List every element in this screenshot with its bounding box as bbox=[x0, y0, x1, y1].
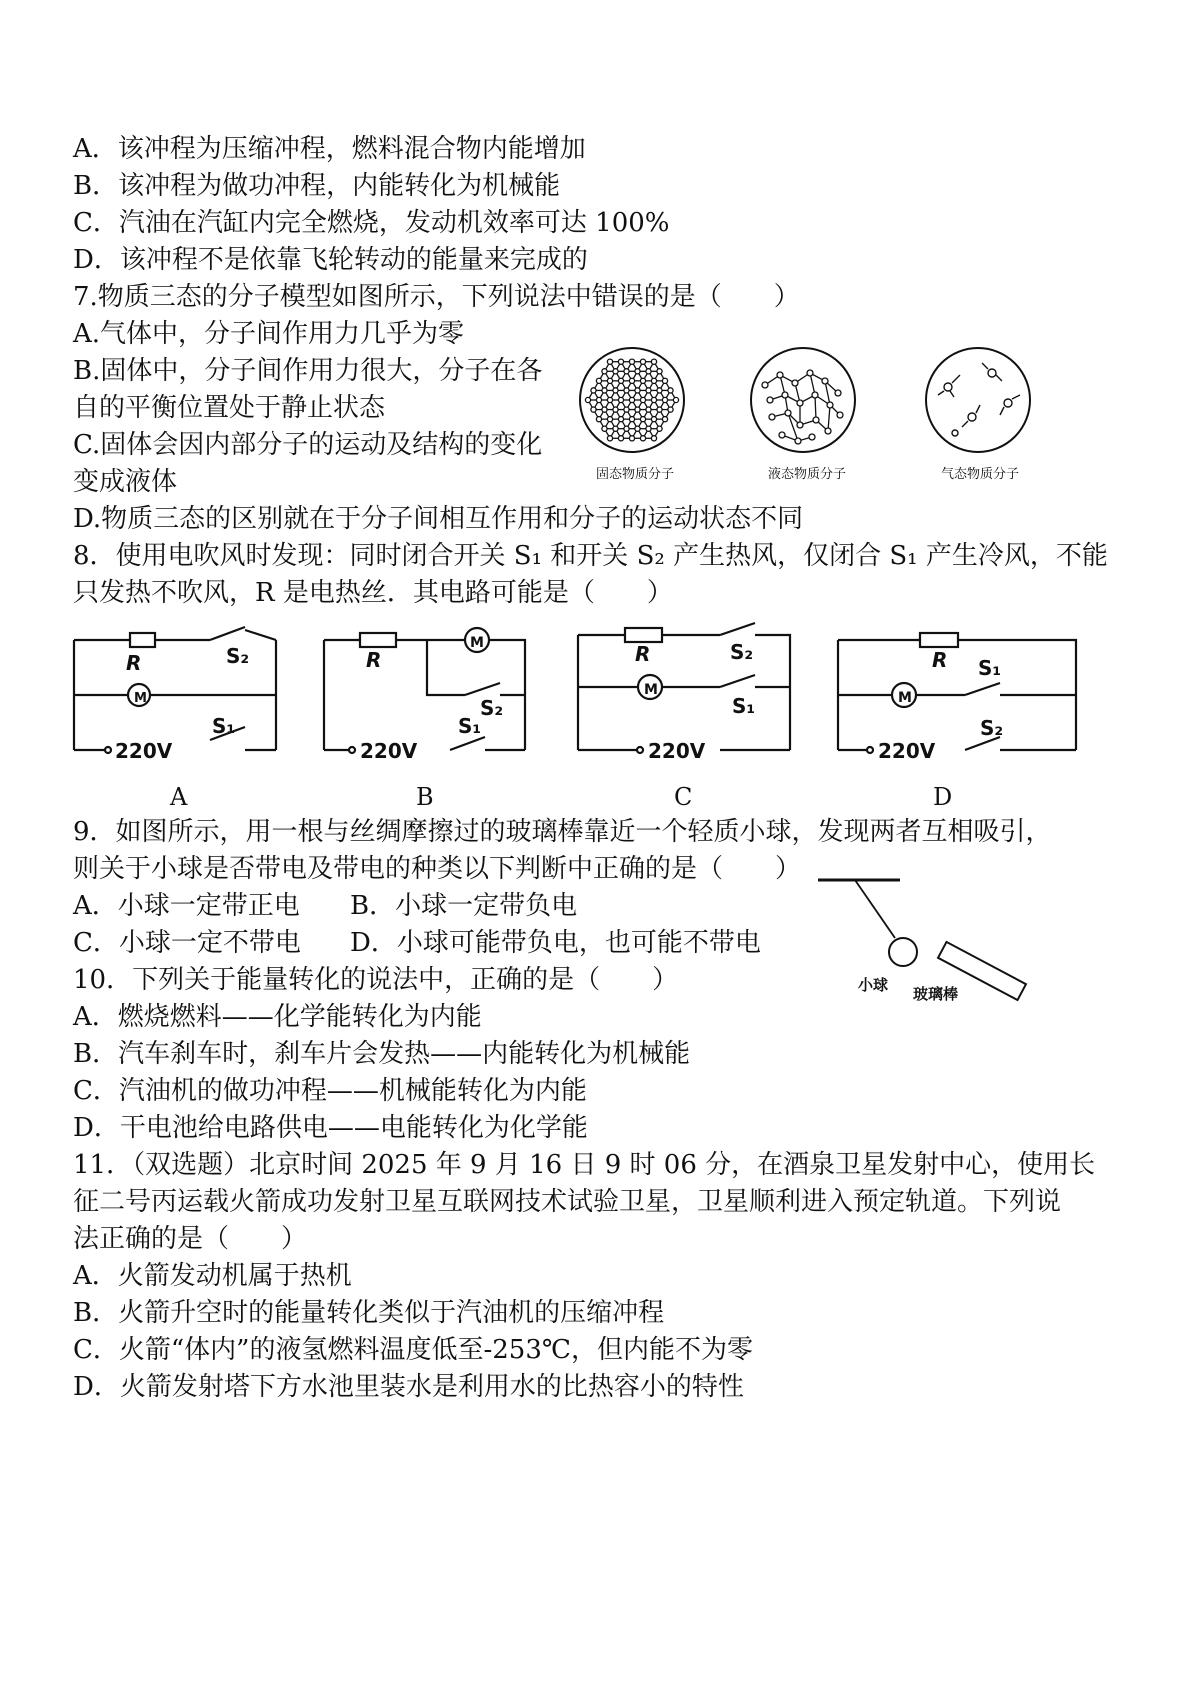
q11-option-c: C．火箭“体内”的液氢燃料温度低至-253℃，但内能不为零 bbox=[73, 1335, 753, 1365]
circuit-d-r-label: R bbox=[932, 648, 948, 672]
circuit-a-m-label: M bbox=[134, 691, 147, 706]
q10-option-a: A．燃烧燃料——化学能转化为内能 bbox=[73, 1002, 482, 1032]
circuit-c-letter: C bbox=[674, 783, 693, 811]
circuit-b-s2-label: S₂ bbox=[480, 696, 504, 720]
q10-stem: 10．下列关于能量转化的说法中，正确的是（ ） bbox=[73, 965, 679, 995]
q8-stem: 8．使用电吹风时发现：同时闭合开关 S₁ 和开关 S₂ 产生热风，仅闭合 S₁ 产生冷风，不能 bbox=[73, 541, 1108, 571]
string-line bbox=[855, 880, 895, 938]
q9-option-c: C．小球一定不带电 bbox=[73, 928, 301, 958]
molecule-figure bbox=[560, 345, 1060, 475]
q6-option-a: A．该冲程为压缩冲程，燃料混合物内能增加 bbox=[73, 134, 586, 164]
circuit-b bbox=[324, 628, 525, 753]
circuit-b-s1-label: S₁ bbox=[458, 714, 482, 738]
q6-option-b: B．该冲程为做功冲程，内能转化为机械能 bbox=[73, 171, 561, 201]
solid-molecule-diagram bbox=[580, 348, 684, 452]
q9-option-d: D．小球可能带负电，也可能不带电 bbox=[350, 928, 761, 958]
circuit-d-voltage-label: 220V bbox=[878, 739, 936, 763]
q11-stem-cont: 征二号丙运载火箭成功发射卫星互联网技术试验卫星，卫星顺利进入预定轨道。下列说 bbox=[73, 1187, 1062, 1217]
circuit-d-m-label: M bbox=[898, 690, 912, 706]
q10-option-b: B．汽车刹车时，刹车片会发热——内能转化为机械能 bbox=[73, 1039, 691, 1069]
circuit-c bbox=[578, 623, 790, 753]
solid-caption: 固态物质分子 bbox=[596, 467, 675, 482]
circuit-a-letter: A bbox=[170, 783, 188, 811]
q7-option-b-cont: 自的平衡位置处于静止状态 bbox=[73, 393, 386, 423]
q8-stem-cont: 只发热不吹风，R 是电热丝．其电路可能是（ ） bbox=[73, 578, 673, 608]
gas-caption: 气态物质分子 bbox=[941, 467, 1020, 482]
circuit-c-r-label: R bbox=[635, 642, 651, 666]
rod-label: 玻璃棒 bbox=[913, 985, 959, 1003]
q10-option-d: D．干电池给电路供电——电能转化为化学能 bbox=[73, 1113, 588, 1143]
circuit-b-r-label: R bbox=[366, 648, 382, 672]
q7-option-c: C.固体会因内部分子的运动及结构的变化 bbox=[73, 430, 543, 460]
circuit-d bbox=[838, 633, 1076, 753]
circuits-figure bbox=[60, 615, 1140, 785]
gas-molecule-diagram bbox=[926, 348, 1030, 452]
circuit-c-s1-label: S₁ bbox=[732, 694, 756, 718]
q11-option-a: A．火箭发动机属于热机 bbox=[73, 1261, 352, 1291]
q9-option-a: A．小球一定带正电 bbox=[73, 891, 300, 921]
ball-icon bbox=[889, 938, 917, 966]
circuit-c-s2-label: S₂ bbox=[730, 640, 754, 664]
q11-option-b: B．火箭升空时的能量转化类似于汽油机的压缩冲程 bbox=[73, 1298, 665, 1328]
q7-option-a: A.气体中，分子间作用力几乎为零 bbox=[73, 319, 465, 349]
circuit-a-s1-label: S₁ bbox=[212, 714, 236, 738]
circuit-c-m-label: M bbox=[644, 682, 658, 698]
q9-stem: 9．如图所示，用一根与丝绸摩擦过的玻璃棒靠近一个轻质小球，发现两者互相吸引， bbox=[73, 817, 1052, 847]
q6-option-d: D．该冲程不是依靠飞轮转动的能量来完成的 bbox=[73, 245, 588, 275]
q11-option-d: D．火箭发射塔下方水池里装水是利用水的比热容小的特性 bbox=[73, 1372, 744, 1402]
q11-stem: 11．（双选题）北京时间 2025 年 9 月 16 日 9 时 06 分，在酒泉卫星发射中心，使用长 bbox=[73, 1150, 1096, 1180]
circuit-d-s1-label: S₁ bbox=[978, 656, 1002, 680]
circuit-a-voltage-label: 220V bbox=[115, 739, 173, 763]
circuit-b-letter: B bbox=[416, 783, 434, 811]
circuit-a-r-label: R bbox=[126, 651, 142, 675]
circuit-b-voltage-label: 220V bbox=[360, 739, 418, 763]
q7-option-d: D.物质三态的区别就在于分子间相互作用和分子的运动状态不同 bbox=[73, 504, 804, 534]
q9-stem-cont: 则关于小球是否带电及带电的种类以下判断中正确的是（ ） bbox=[73, 854, 802, 884]
circuit-c-voltage-label: 220V bbox=[648, 739, 706, 763]
circuit-d-s2-label: S₂ bbox=[980, 716, 1004, 740]
liquid-molecule-diagram bbox=[751, 348, 855, 452]
liquid-caption: 液态物质分子 bbox=[768, 467, 847, 482]
q7-stem: 7.物质三态的分子模型如图所示，下列说法中错误的是（ ） bbox=[73, 282, 800, 312]
ball-rod-figure bbox=[810, 868, 1040, 1013]
q7-option-b: B.固体中，分子间作用力很大，分子在各 bbox=[73, 356, 543, 386]
q11-stem-end: 法正确的是（ ） bbox=[73, 1224, 308, 1254]
circuit-d-letter: D bbox=[933, 783, 953, 811]
q10-option-c: C．汽油机的做功冲程——机械能转化为内能 bbox=[73, 1076, 587, 1106]
q6-option-c: C．汽油在汽缸内完全燃烧，发动机效率可达 100% bbox=[73, 208, 670, 238]
q7-option-c-cont: 变成液体 bbox=[73, 467, 178, 497]
q9-option-b: B．小球一定带负电 bbox=[350, 891, 578, 921]
ball-label: 小球 bbox=[858, 976, 889, 994]
circuit-b-m-label: M bbox=[470, 635, 484, 651]
circuit-a-s2-label: S₂ bbox=[226, 644, 250, 668]
